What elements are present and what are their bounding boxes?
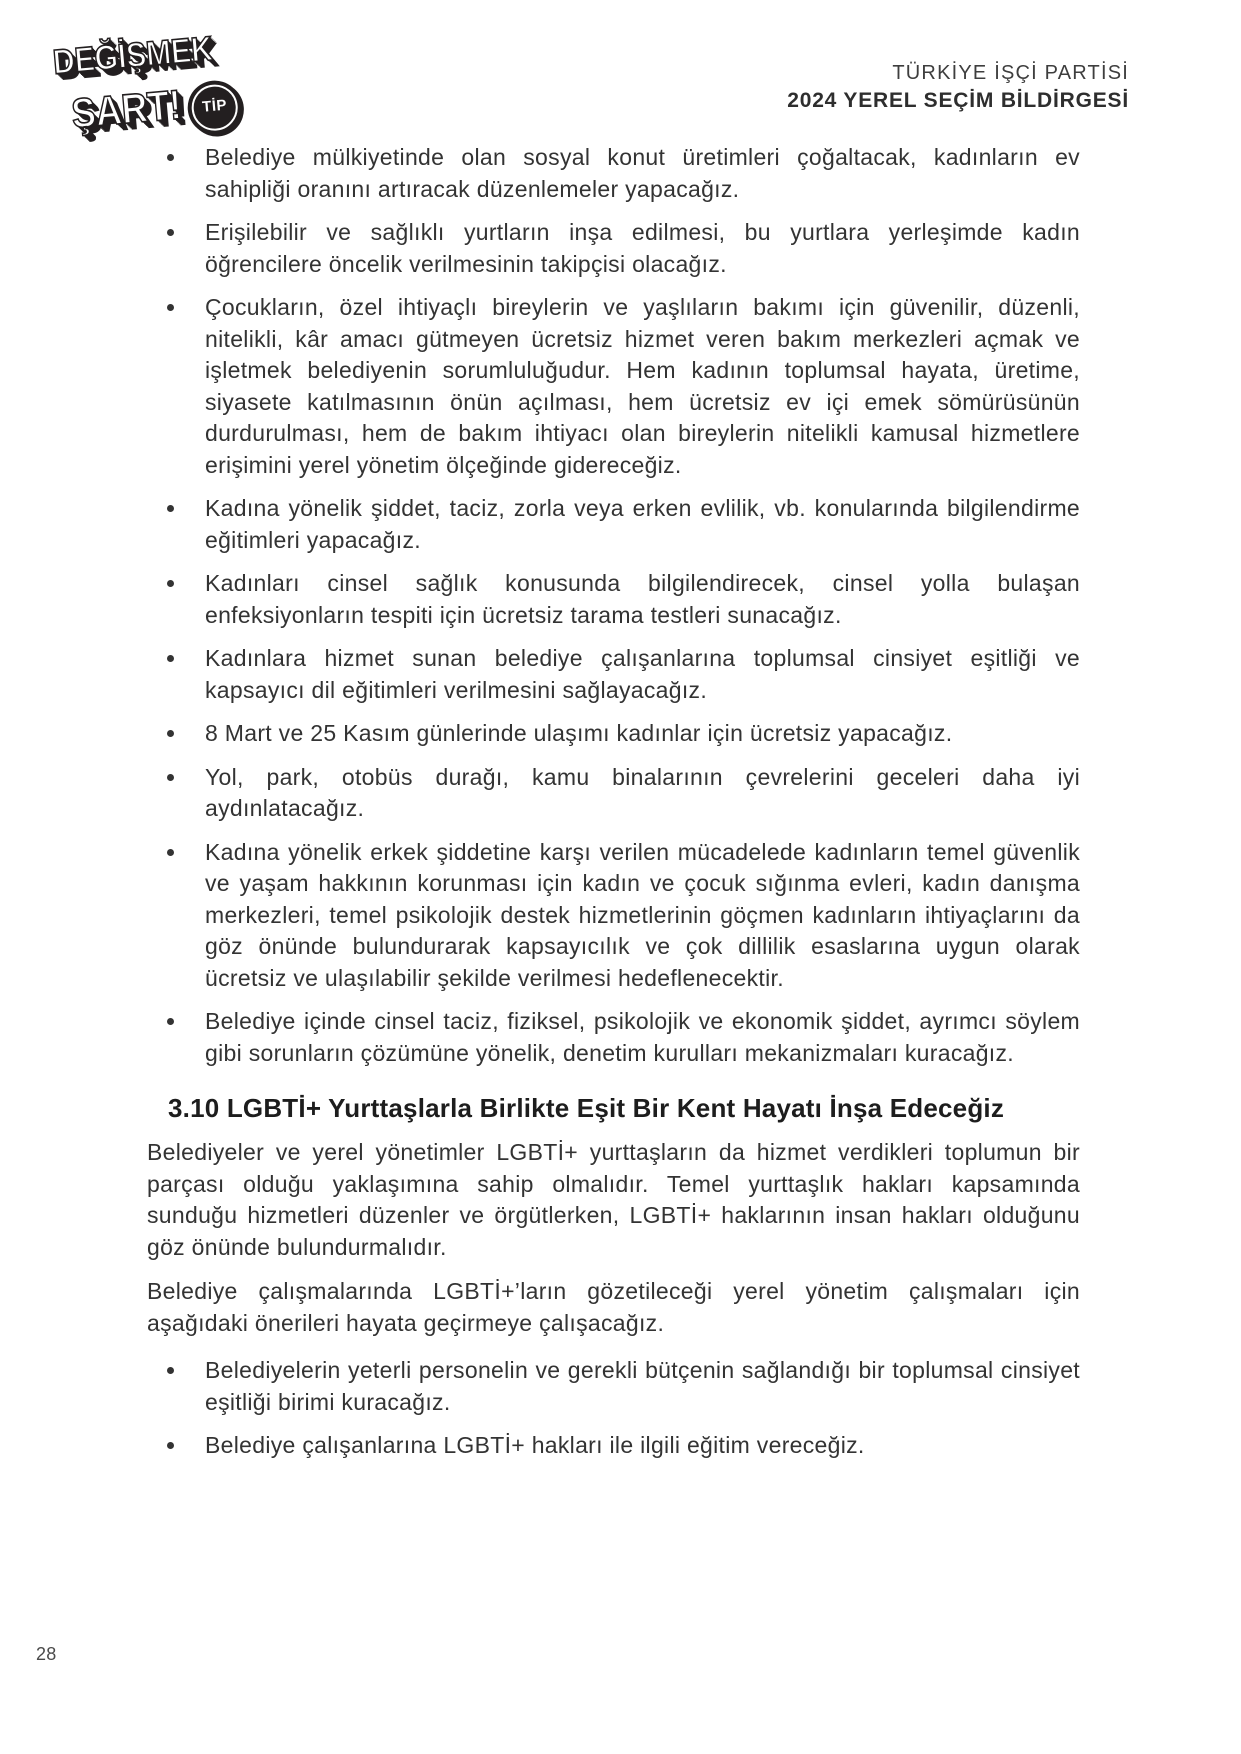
page-content bbox=[147, 142, 1080, 1474]
logo-text-line1: DEĞİŞMEK bbox=[51, 30, 215, 82]
bullet-item-text: Belediye içinde cinsel taciz, fiziksel, psikolojik ve ekonomik şiddet, ayrımcı söylem gibi sorunların çözümüne yönelik, denetim kurulları mekanizmaları kuracağız. bbox=[205, 1008, 1080, 1066]
list-item bbox=[147, 643, 1080, 706]
list-item bbox=[147, 1355, 1080, 1418]
bullet-item-text: Kadına yönelik şiddet, taciz, zorla veya erken evlilik, vb. konularında bilgilendirme eğitimleri yapacağız. bbox=[205, 495, 1080, 553]
bullet-list-women-policies bbox=[147, 142, 1080, 1069]
bullet-dot-icon bbox=[167, 505, 174, 512]
list-item bbox=[147, 1430, 1080, 1462]
bullet-dot-icon bbox=[167, 774, 174, 781]
bullet-item-text: Belediyelerin yeterli personelin ve gerekli bütçenin sağlandığı bir toplumsal cinsiyet eşitliği birimi kuracağız. bbox=[205, 1357, 1080, 1415]
bullet-dot-icon bbox=[167, 1018, 174, 1025]
bullet-dot-icon bbox=[167, 730, 174, 737]
bullet-item-text: Kadına yönelik erkek şiddetine karşı verilen mücadelede kadınların temel güvenlik ve yaşam hakkının korunması için kadın ve çocuk sığınma evleri, kadın danışma merkezleri, temel psikolojik destek hizmetlerinin göçmen kadınların ihtiyaçlarını da göz önünde bulundurarak kapsayıcılık ve çok dillilik esaslarına uygun olarak ücretsiz ve ulaşılabilir şekilde verilmesi hedeflenecektir. bbox=[205, 838, 1080, 991]
header-titles bbox=[787, 62, 1129, 113]
bullet-dot-icon bbox=[167, 154, 174, 161]
list-item bbox=[147, 217, 1080, 280]
bullet-item-text: Yol, park, otobüs durağı, kamu binalarının çevrelerini geceleri daha iyi aydınlatacağız. bbox=[205, 763, 1080, 821]
list-item bbox=[147, 292, 1080, 481]
page-number: 28 bbox=[36, 1644, 57, 1664]
list-item bbox=[147, 762, 1080, 825]
list-item bbox=[147, 1006, 1080, 1069]
degismek-sart-logo bbox=[51, 30, 230, 148]
bullet-list-lgbti-policies bbox=[147, 1355, 1080, 1462]
bullet-dot-icon bbox=[167, 849, 174, 856]
bullet-item-text: Kadınlara hizmet sunan belediye çalışanlarına toplumsal cinsiyet eşitliği ve kapsayıcı dil eğitimleri verilmesini sağlayacağız. bbox=[205, 645, 1080, 703]
document-title: 2024 YEREL SEÇİM BİLDİRGESİ bbox=[787, 89, 1129, 112]
bullet-dot-icon bbox=[167, 1367, 174, 1374]
bullet-dot-icon bbox=[167, 580, 174, 587]
list-item bbox=[147, 837, 1080, 995]
bullet-item-text: Erişilebilir ve sağlıklı yurtların inşa edilmesi, bu yurtlara yerleşimde kadın öğrencilere öncelik verilmesinin takipçisi olacağız. bbox=[205, 219, 1080, 277]
list-item bbox=[147, 718, 1080, 750]
bullet-dot-icon bbox=[167, 229, 174, 236]
logo-text-line2: ŞART! bbox=[69, 80, 184, 138]
list-item bbox=[147, 568, 1080, 631]
bullet-dot-icon bbox=[167, 1442, 174, 1449]
bullet-item-text: Belediye mülkiyetinde olan sosyal konut üretimleri çoğaltacak, kadınların ev sahipliği oranını artıracak düzenlemeler yapacağız. bbox=[205, 144, 1080, 202]
tip-party-emblem-icon bbox=[185, 78, 244, 137]
bullet-item-text: Belediye çalışanlarına LGBTİ+ hakları ile ilgili eğitim vereceğiz. bbox=[205, 1432, 865, 1458]
bullet-item-text: 8 Mart ve 25 Kasım günlerinde ulaşımı kadınlar için ücretsiz yapacağız. bbox=[205, 720, 953, 746]
section-paragraph: Belediye çalışmalarında LGBTİ+’ların gözetileceği yerel yönetim çalışmaları için aşağıdaki önerileri hayata geçirmeye çalışacağız. bbox=[147, 1278, 1080, 1336]
bullet-dot-icon bbox=[167, 304, 174, 311]
list-item bbox=[147, 493, 1080, 556]
bullet-item-text: Kadınları cinsel sağlık konusunda bilgilendirecek, cinsel yolla bulaşan enfeksiyonların tespiti için ücretsiz tarama testleri sunacağız. bbox=[205, 570, 1080, 628]
party-name: TÜRKİYE İŞÇİ PARTİSİ bbox=[892, 62, 1129, 84]
logo-row2 bbox=[69, 69, 230, 146]
bullet-item-text: Çocukların, özel ihtiyaçlı bireylerin ve yaşlıların bakımı için güvenilir, düzenli, nitelikli, kâr amacı gütmeyen ücretsiz hizmet veren bakım merkezleri açmak ve işletmek belediyenin sorumluluğudur. Hem kadının toplumsal hayata, üretime, siyasete katılmasının önün açılması, hem ücretsiz ev içi emek sömürüsünün durdurulması, hem de bakım ihtiyacı olan bireylerin nitelikli kamusal hizmetlere erişimini yerel yönetim ölçeğinde gidereceğiz. bbox=[205, 294, 1080, 478]
emblem-text: TİP bbox=[201, 96, 228, 117]
list-item bbox=[147, 142, 1080, 205]
section-heading: 3.10 LGBTİ+ Yurttaşlarla Birlikte Eşit Bir Kent Hayatı İnşa Edeceğiz bbox=[168, 1093, 1005, 1123]
section-paragraph: Belediyeler ve yerel yönetimler LGBTİ+ yurttaşların da hizmet verdikleri toplumun bir parçası olduğu yaklaşımına sahip olmalıdır. Temel yurttaşlık hakları kapsamında sunduğu hizmetleri düzenler ve örgütlerken, LGBTİ+ haklarının insan hakları olduğunu göz önünde bulundurmalıdır. bbox=[147, 1139, 1080, 1260]
bullet-dot-icon bbox=[167, 655, 174, 662]
